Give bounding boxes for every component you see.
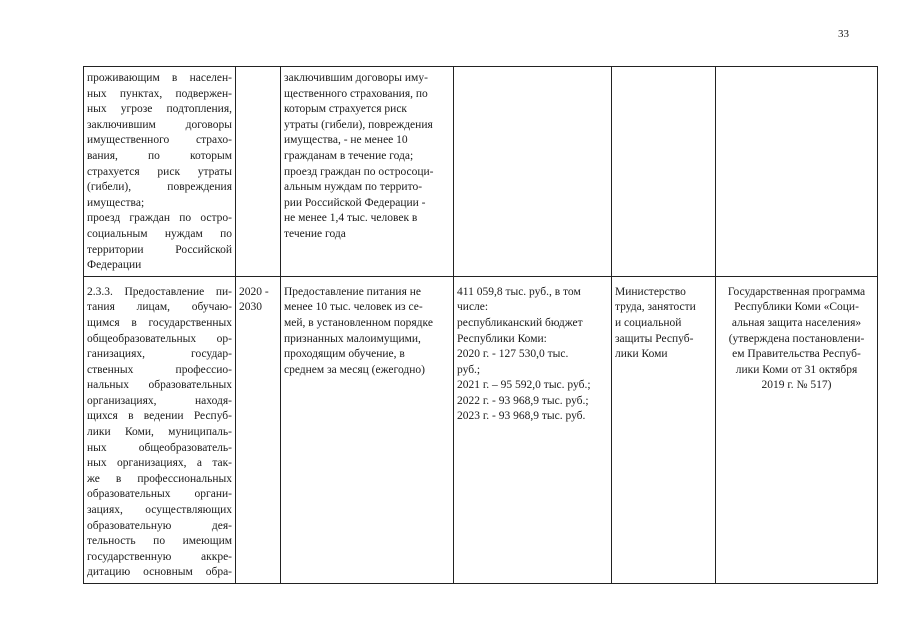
text-line: же в профессиональных <box>87 472 232 485</box>
text-line: щимся в государственных <box>87 316 232 329</box>
text-line: социальным нуждам по <box>87 227 232 240</box>
table-row <box>84 67 878 277</box>
text-line: имущества; <box>87 196 145 209</box>
text-line: государственную аккре- <box>87 550 232 563</box>
period-cell <box>236 276 281 583</box>
text-line: дитацию основным обра- <box>87 566 232 579</box>
result-cell <box>281 67 454 277</box>
text-line: 2030 <box>239 301 262 314</box>
text-line: альным нуждам по террито- <box>284 181 423 194</box>
funding-cell <box>454 276 612 583</box>
executor-cell <box>612 67 716 277</box>
text-line: заключившим договоры иму- <box>284 72 428 84</box>
text-line: территории Российской <box>87 243 232 256</box>
text-line: руб.; <box>457 363 481 376</box>
text-line: щихся в ведении Респуб- <box>87 410 232 423</box>
text-line: Республики Коми: <box>457 332 547 345</box>
text-line: 2019 г. № 517) <box>761 379 832 392</box>
text-line: мей, в установленном порядке <box>284 316 433 329</box>
text-line: заключившим договоры <box>87 118 232 131</box>
text-line: страхуется риск утраты <box>87 165 232 178</box>
text-line: 2020 - <box>239 285 269 298</box>
text-line: организациях, находя- <box>87 394 232 407</box>
text-line: Государственная программа <box>727 285 866 298</box>
text-line: лики Коми от 31 октября <box>735 363 858 376</box>
text-line: труда, занятости <box>615 301 696 314</box>
text-line: защиты Респуб- <box>615 332 694 345</box>
text-line: Министерство <box>615 285 686 298</box>
text-line: имущественного страхо- <box>87 134 232 147</box>
text-line: лики Коми <box>615 348 668 361</box>
text-line: тельность по имеющим <box>87 535 232 548</box>
measure-cell <box>84 67 236 277</box>
text-line: Предоставление питания не <box>284 285 421 298</box>
text-line: тания лицам, обучаю- <box>87 301 232 314</box>
period-cell <box>236 67 281 277</box>
text-line: ных пунктах, подвержен- <box>87 87 232 100</box>
text-line: признанных малоимущими, <box>284 332 421 345</box>
text-line: 2023 г. - 93 968,9 тыс. руб. <box>457 410 586 423</box>
text-line: ных угрозе подтопления, <box>87 103 232 116</box>
measure-cell <box>84 276 236 583</box>
text-line: 2.3.3. Предоставление пи- <box>87 285 232 298</box>
text-line: 2021 г. – 95 592,0 тыс. руб.; <box>457 379 591 392</box>
text-line: лики Коми, муниципаль- <box>87 426 232 439</box>
text-line: рии Российской Федерации - <box>284 196 426 209</box>
table-row <box>84 276 878 583</box>
text-line: образовательную дея- <box>87 519 232 532</box>
text-line: 2022 г. - 93 968,9 тыс. руб.; <box>457 394 589 407</box>
text-line: нальных образовательных <box>87 379 232 392</box>
text-line: ных общеобразователь- <box>87 441 232 454</box>
text-line: ганизациях, государ- <box>87 348 232 361</box>
text-line: (утверждена постановлени- <box>728 332 865 345</box>
text-line: ственных профессио- <box>87 363 232 376</box>
text-line: вания, по которым <box>87 149 232 162</box>
page-number: 33 <box>838 28 849 40</box>
basis-cell <box>716 276 878 583</box>
text-line: ных организациях, а так- <box>87 457 232 470</box>
text-line: утраты (гибели), повреждения <box>284 118 433 131</box>
text-line: альная защита населения» <box>731 316 862 329</box>
text-line: Республики Коми «Соци- <box>734 301 859 314</box>
text-line: не менее 1,4 тыс. человек в <box>284 212 418 225</box>
text-line: проезд граждан по остросоци- <box>284 165 434 178</box>
text-line: течение года <box>284 227 346 240</box>
executor-cell <box>612 276 716 583</box>
text-line: щественного страхования, по <box>284 87 428 100</box>
program-table <box>83 66 878 584</box>
text-line: менее 10 тыс. человек из се- <box>284 301 423 314</box>
text-line: (гибели), повреждения <box>87 181 232 194</box>
text-line: проходящим обучение, в <box>284 348 405 361</box>
result-cell <box>281 276 454 583</box>
text-line: Федерации <box>87 259 142 272</box>
text-line: проживающим в населен- <box>87 72 232 84</box>
funding-cell <box>454 67 612 277</box>
text-line: среднем за месяц (ежегодно) <box>284 363 425 376</box>
text-line: зациях, осуществляющих <box>87 504 232 517</box>
text-line: которым страхуется риск <box>284 103 408 116</box>
text-line: имущества, - не менее 10 <box>284 134 408 147</box>
text-line: республиканский бюджет <box>457 316 583 329</box>
text-line: гражданам в течение года; <box>284 149 414 162</box>
basis-cell <box>716 67 878 277</box>
text-line: и социальной <box>615 316 682 329</box>
text-line: проезд граждан по остро- <box>87 212 232 225</box>
text-line: 411 059,8 тыс. руб., в том <box>457 285 581 298</box>
text-line: образовательных органи- <box>87 488 232 501</box>
text-line: 2020 г. - 127 530,0 тыс. <box>457 348 569 361</box>
text-line: ем Правительства Респуб- <box>732 348 861 361</box>
text-line: общеобразовательных ор- <box>87 332 232 345</box>
text-line: числе: <box>457 301 489 314</box>
